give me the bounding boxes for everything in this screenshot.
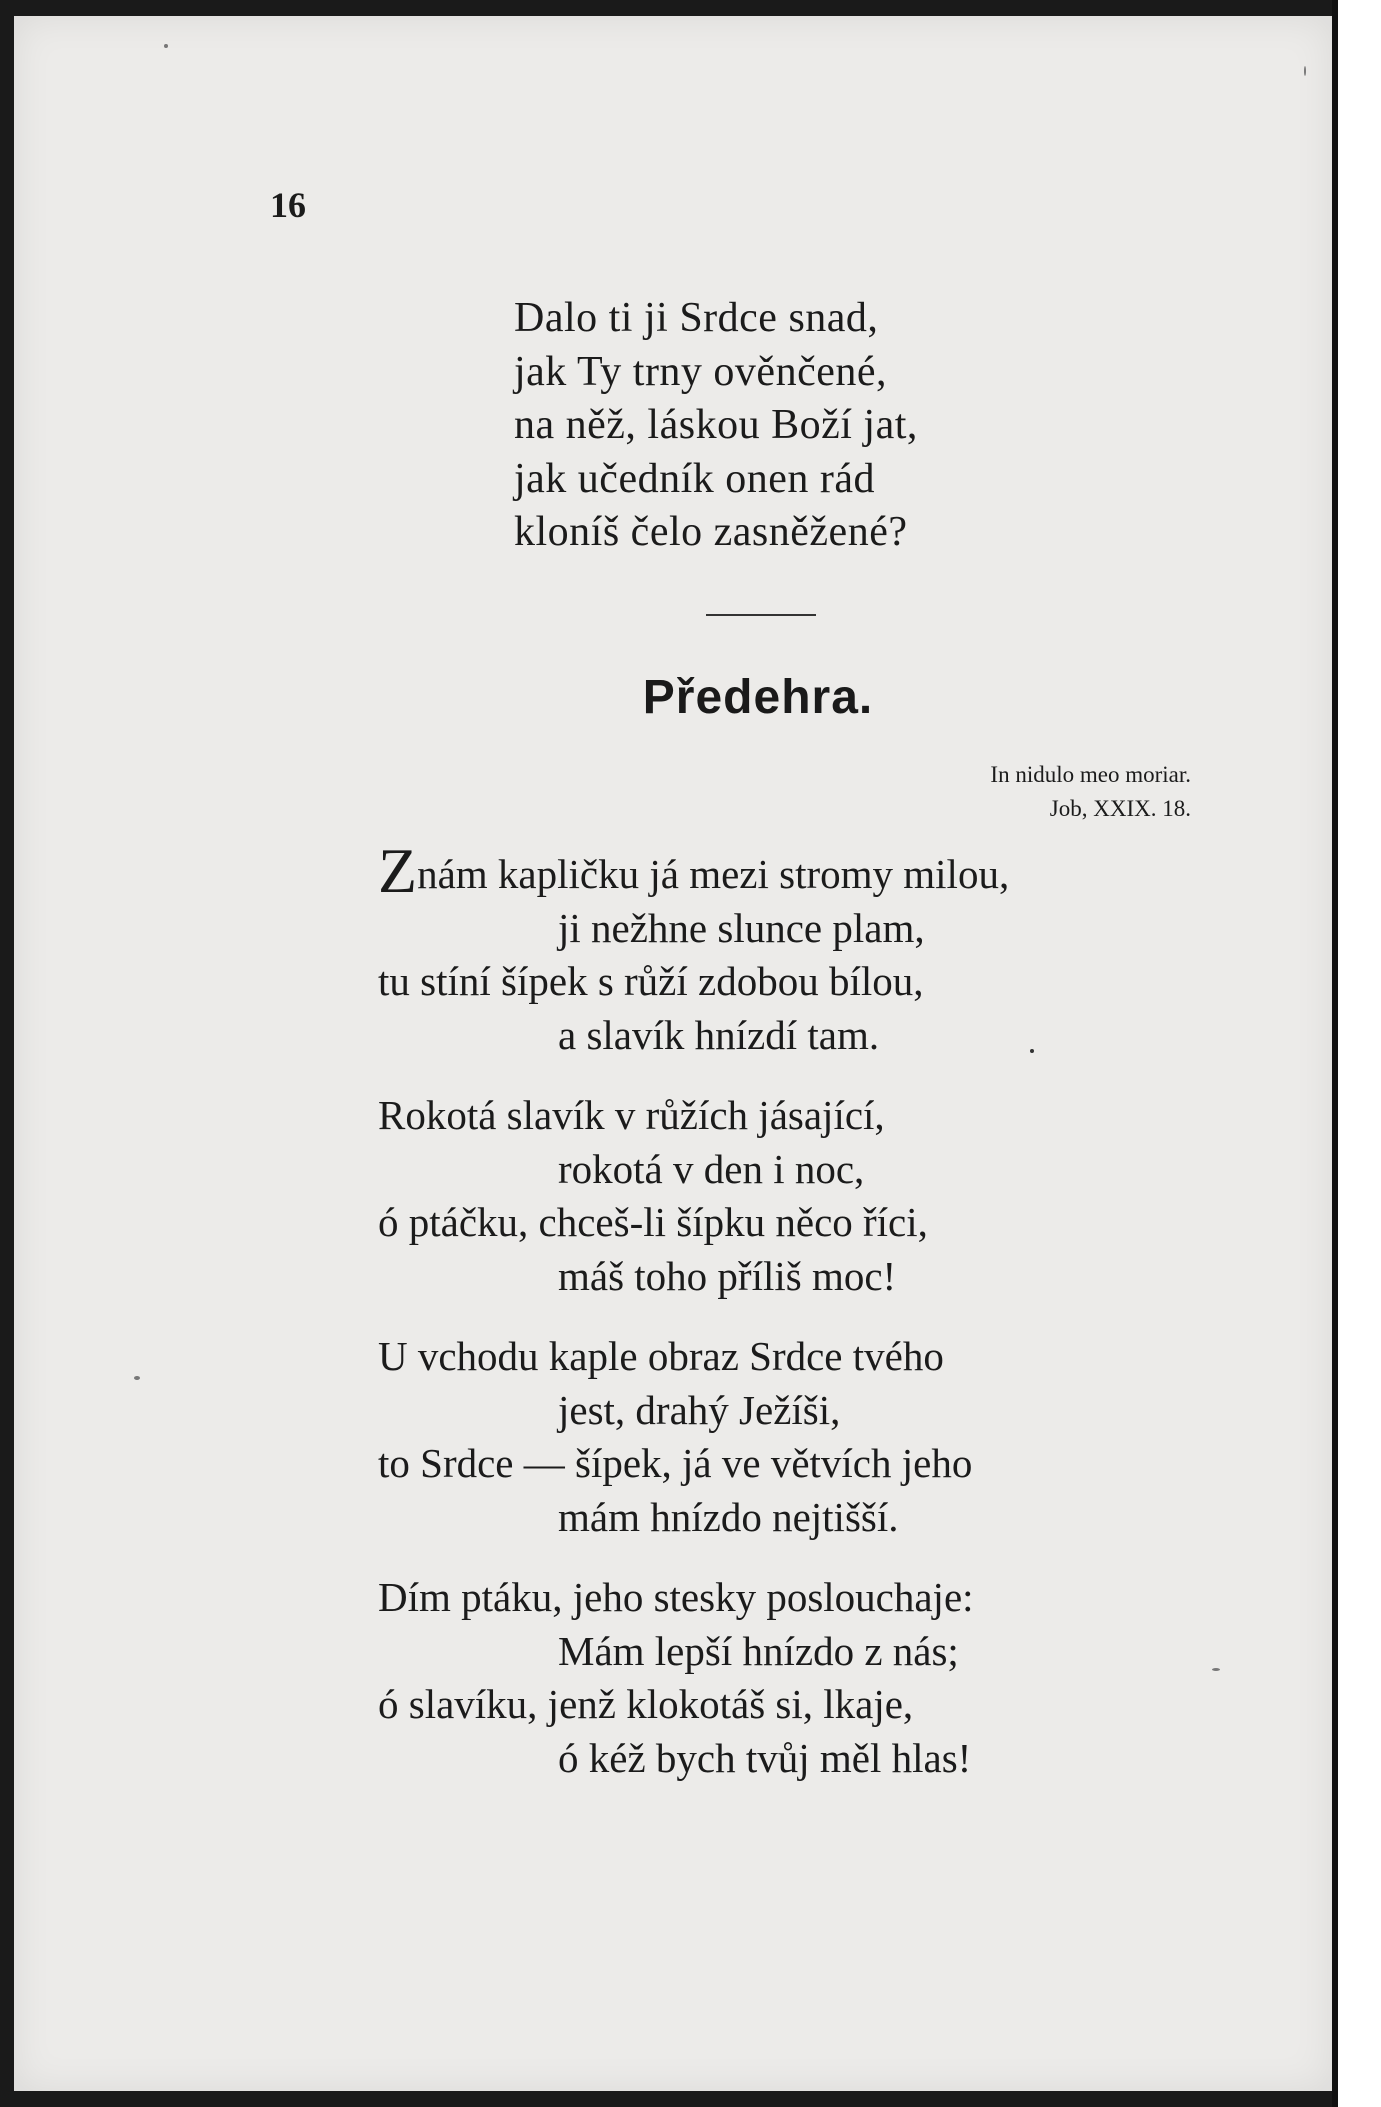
scan-speck	[134, 1376, 140, 1380]
poem-line: kloníš čelo zasněžené?	[514, 509, 908, 555]
page-edge-shadow	[1332, 0, 1338, 2107]
poem-line: máš toho příliš moc!	[558, 1252, 897, 1299]
section-divider	[706, 614, 816, 616]
drop-cap: Z	[378, 835, 418, 906]
poem-line: jak Ty trny ověnčené,	[514, 348, 887, 395]
scan-speck	[1304, 66, 1306, 76]
stanza	[378, 835, 1010, 1062]
poem-line	[378, 835, 1010, 906]
poem-line: Dalo ti ji Srdce snad,	[514, 295, 879, 341]
poem-line: tu stíní šípek s růží zdobou bílou,	[378, 958, 924, 1004]
scan-speck	[1030, 1049, 1034, 1053]
stanza	[378, 1571, 1009, 1785]
poem-line: jak učedník onen rád	[514, 455, 876, 502]
top-stanza	[514, 292, 918, 560]
page-edge	[1332, 0, 1381, 2107]
epigraph-source: Job, XXIX. 18.	[1049, 796, 1191, 821]
poem-line: Mám lepší hnízdo z nás;	[558, 1627, 959, 1674]
poem-line: mám hnízdo nejtišší.	[558, 1493, 899, 1540]
poem-line: Dím ptáku, jeho stesky poslouchaje:	[378, 1574, 974, 1620]
poem-line: Rokotá slavík v růžích jásající,	[378, 1092, 885, 1138]
poem-title: Předehra.	[642, 671, 874, 724]
poem-line: jest, drahý Ježíši,	[558, 1386, 841, 1433]
poem-line: to Srdce — šípek, já ve větvích jeho	[378, 1440, 973, 1486]
poem-line: na něž, láskou Boží jat,	[514, 402, 918, 448]
poem-line-text: nám kapličku já mezi stromy milou,	[417, 851, 1010, 897]
poem-line: rokotá v den i noc,	[558, 1145, 865, 1192]
poem-line: ó slavíku, jenž klokotáš si, lkaje,	[378, 1681, 914, 1727]
poem-line: U vchodu kaple obraz Srdce tvého	[378, 1333, 944, 1379]
scan-speck	[164, 44, 168, 48]
epigraph	[990, 758, 1191, 826]
poem-line: ó kéž bych tvůj měl hlas!	[558, 1734, 972, 1781]
page-number: 16	[270, 185, 306, 225]
stanza	[378, 1089, 1009, 1303]
poem-line: a slavík hnízdí tam.	[558, 1011, 880, 1058]
scan-speck	[1212, 1668, 1220, 1671]
poem-line: ji nežhne slunce plam,	[558, 904, 925, 951]
epigraph-quote: In nidulo meo moriar.	[990, 762, 1191, 787]
poem-line: ó ptáčku, chceš-li šípku něco říci,	[378, 1199, 928, 1245]
stanza	[378, 1330, 1009, 1544]
poem-body	[378, 835, 1010, 1812]
